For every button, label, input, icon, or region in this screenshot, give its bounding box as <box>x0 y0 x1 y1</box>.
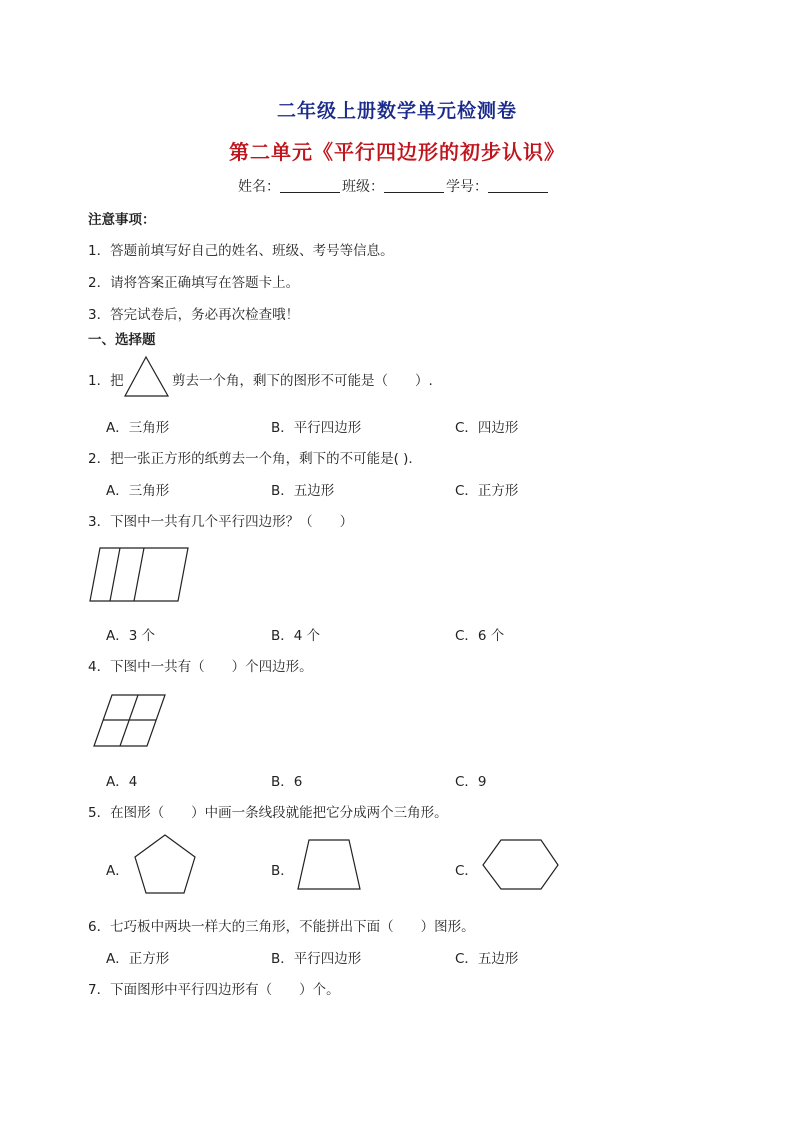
exam-title: 二年级上册数学单元检测卷 <box>276 100 517 122</box>
pentagon-icon <box>133 834 197 896</box>
name-label: 姓名： <box>238 179 280 195</box>
question-4-option-b[interactable]: B．6 <box>271 774 303 790</box>
question-3-option-c[interactable]: C．6 个 <box>455 628 505 644</box>
notes-heading: 注意事项： <box>88 212 156 228</box>
question-5-option-a[interactable]: A． <box>106 863 129 879</box>
student-info-line <box>238 176 550 196</box>
question-4-stem: 4．下图中一共有（ ）个四边形。 <box>88 659 313 675</box>
question-5-option-c[interactable]: C． <box>455 863 478 879</box>
note-item-3: 3．答完试卷后，务必再次检查哦！ <box>88 307 300 323</box>
unit-subtitle: 第二单元《平行四边形的初步认识》 <box>229 140 565 164</box>
parallelogram-divided-three-icon <box>90 548 190 602</box>
question-1-stem-prefix: 1．把 <box>88 373 124 389</box>
question-2-stem: 2．把一张正方形的纸剪去一个角，剩下的不可能是( ). <box>88 451 413 467</box>
triangle-icon <box>124 356 170 398</box>
name-blank[interactable] <box>280 178 340 193</box>
hexagon-icon <box>482 839 560 891</box>
class-label: 班级： <box>342 179 384 195</box>
question-5-stem: 5．在图形（ ）中画一条线段就能把它分成两个三角形。 <box>88 805 448 821</box>
question-7-stem: 7．下面图形中平行四边形有（ ）个。 <box>88 982 340 998</box>
question-1-option-c[interactable]: C．四边形 <box>455 420 519 436</box>
question-6-option-b[interactable]: B．平行四边形 <box>271 951 362 967</box>
question-2-option-a[interactable]: A．三角形 <box>106 483 170 499</box>
class-blank[interactable] <box>384 178 444 193</box>
question-3-stem: 3．下图中一共有几个平行四边形？（ ） <box>88 514 354 530</box>
question-1-option-a[interactable]: A．三角形 <box>106 420 170 436</box>
question-1-stem-suffix: 剪去一个角，剩下的图形不可能是（ ）. <box>172 373 433 389</box>
number-blank[interactable] <box>488 178 548 193</box>
note-item-2: 2．请将答案正确填写在答题卡上。 <box>88 275 300 291</box>
question-4-option-a[interactable]: A．4 <box>106 774 138 790</box>
question-6-stem: 6．七巧板中两块一样大的三角形，不能拼出下面（ ）图形。 <box>88 919 475 935</box>
trapezoid-icon <box>297 839 363 891</box>
question-5-option-b[interactable]: B． <box>271 863 294 879</box>
question-2-option-b[interactable]: B．五边形 <box>271 483 335 499</box>
number-label: 学号： <box>446 179 488 195</box>
note-item-1: 1．答题前填写好自己的姓名、班级、考号等信息。 <box>88 243 394 259</box>
question-6-option-c[interactable]: C．五边形 <box>455 951 519 967</box>
question-3-option-b[interactable]: B．4 个 <box>271 628 321 644</box>
question-6-option-a[interactable]: A．正方形 <box>106 951 170 967</box>
parallelogram-divided-four-icon <box>94 694 168 748</box>
section-heading-choice: 一、选择题 <box>88 332 156 348</box>
question-1-option-b[interactable]: B．平行四边形 <box>271 420 362 436</box>
question-2-option-c[interactable]: C．正方形 <box>455 483 519 499</box>
question-4-option-c[interactable]: C．9 <box>455 774 487 790</box>
question-3-option-a[interactable]: A．3 个 <box>106 628 156 644</box>
